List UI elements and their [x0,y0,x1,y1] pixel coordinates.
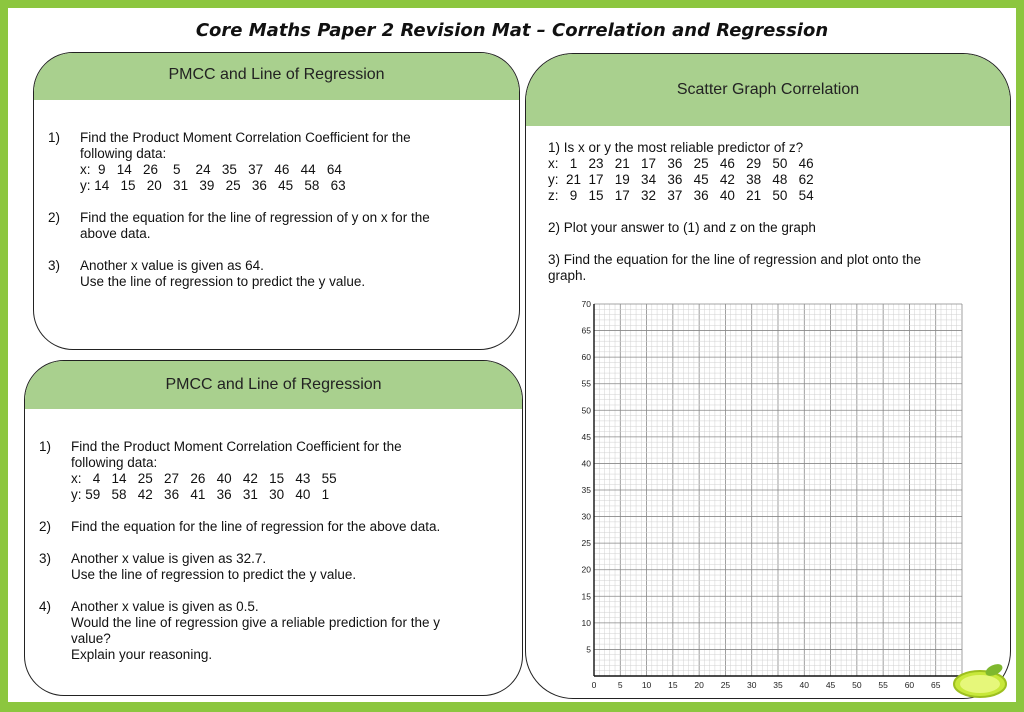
question-line: value? [71,631,111,646]
question-item [34,130,519,194]
question-number: 3) [39,551,52,566]
question-number: 2) [48,210,61,225]
scatter-questions [526,126,1010,284]
x-tick-label: 60 [904,680,915,690]
question-line: Use the line of regression to predict the y value. [71,567,357,582]
x-tick-label: 55 [878,680,888,690]
data-row-y: y: 59 58 42 36 41 36 31 30 40 1 [71,487,330,502]
question-number: 1) [48,130,61,145]
y-tick-label: 70 [581,299,591,309]
data-row-z: z: 9 15 17 32 37 36 40 21 50 54 [548,188,814,203]
y-tick-label: 60 [581,352,591,363]
question-list [34,130,519,290]
x-tick-label: 25 [720,680,731,690]
question-item [25,439,522,503]
y-tick-label: 40 [581,458,591,469]
question-line: Another x value is given as 0.5. [71,599,259,614]
data-row-y: y: 21 17 19 34 36 45 42 38 48 62 [548,172,814,187]
panel-pmcc-1 [33,52,520,350]
y-tick-label: 5 [586,644,591,655]
x-tick-label: 50 [852,680,862,690]
panel-heading: Scatter Graph Correlation [526,54,1010,126]
question-line: Another x value is given as 64. [80,258,264,273]
data-row-y: y: 14 15 20 31 39 25 36 45 58 63 [80,178,346,193]
x-tick-label: 0 [591,680,597,690]
y-tick-label: 20 [581,564,591,575]
x-tick-label: 45 [825,680,836,690]
question-line: Use the line of regression to predict the y value. [80,274,366,289]
y-tick-label: 10 [581,617,591,628]
question-line: 3) Find the equation for the line of regression and plot onto the [548,252,921,267]
question-number: 2) [39,519,52,534]
question-line: following data: [80,146,167,161]
x-tick-label: 65 [930,680,941,690]
lemon-logo-icon [948,660,1012,700]
data-row-x: x: 4 14 25 27 26 40 42 15 43 55 [71,471,337,486]
question-number: 3) [48,258,61,273]
question-item [34,258,519,290]
panel-heading: PMCC and Line of Regression [34,53,519,100]
y-tick-label: 45 [581,431,591,442]
question-line: Explain your reasoning. [71,647,213,662]
x-tick-label: 20 [694,680,704,690]
question-line: Find the equation for the line of regression for the above data. [71,519,441,534]
question-item [25,519,522,535]
question-item [25,551,522,583]
question-line: Another x value is given as 32.7. [71,551,267,566]
y-tick-label: 55 [581,378,591,389]
graph-svg [546,294,976,698]
data-row-x: x: 1 23 21 17 36 25 46 29 50 46 [548,156,814,171]
question-line: 1) Is x or y the most reliable predictor of z? [548,140,804,155]
question-number: 1) [39,439,52,454]
panel-scatter [525,53,1011,699]
question-line: Find the Product Moment Correlation Coefficient for the [71,439,402,454]
question-line: 2) Plot your answer to (1) and z on the graph [548,220,816,235]
y-tick-label: 25 [581,538,591,549]
question-line: following data: [71,455,158,470]
question-line: Would the line of regression give a reliable prediction for the y [71,615,440,630]
x-tick-label: 15 [668,680,678,690]
y-tick-label: 15 [581,591,591,602]
revision-mat [8,8,1016,702]
question-line: above data. [80,226,151,241]
mat-title: Core Maths Paper 2 Revision Mat – Correlation and Regression [195,20,829,41]
x-tick-label: 30 [746,680,757,690]
panel-heading: PMCC and Line of Regression [25,361,522,409]
y-tick-label: 65 [581,325,591,336]
x-tick-label: 35 [773,680,783,690]
question-line: graph. [548,268,587,283]
question-item [34,210,519,242]
question-line: Find the Product Moment Correlation Coefficient for the [80,130,411,145]
question-item [25,599,522,663]
question-list [25,439,522,663]
x-tick-label: 40 [799,680,810,690]
question-line: Find the equation for the line of regression of y on x for the [80,210,430,225]
x-tick-label: 5 [617,680,623,690]
y-tick-label: 35 [581,485,591,495]
x-tick-label: 10 [641,680,652,690]
question-number: 4) [39,599,52,614]
y-tick-label: 50 [581,405,591,416]
graph-paper [546,294,976,698]
panel-pmcc-2 [24,360,523,696]
data-row-x: x: 9 14 26 5 24 35 37 46 44 64 [80,162,342,177]
y-tick-label: 30 [581,511,591,522]
